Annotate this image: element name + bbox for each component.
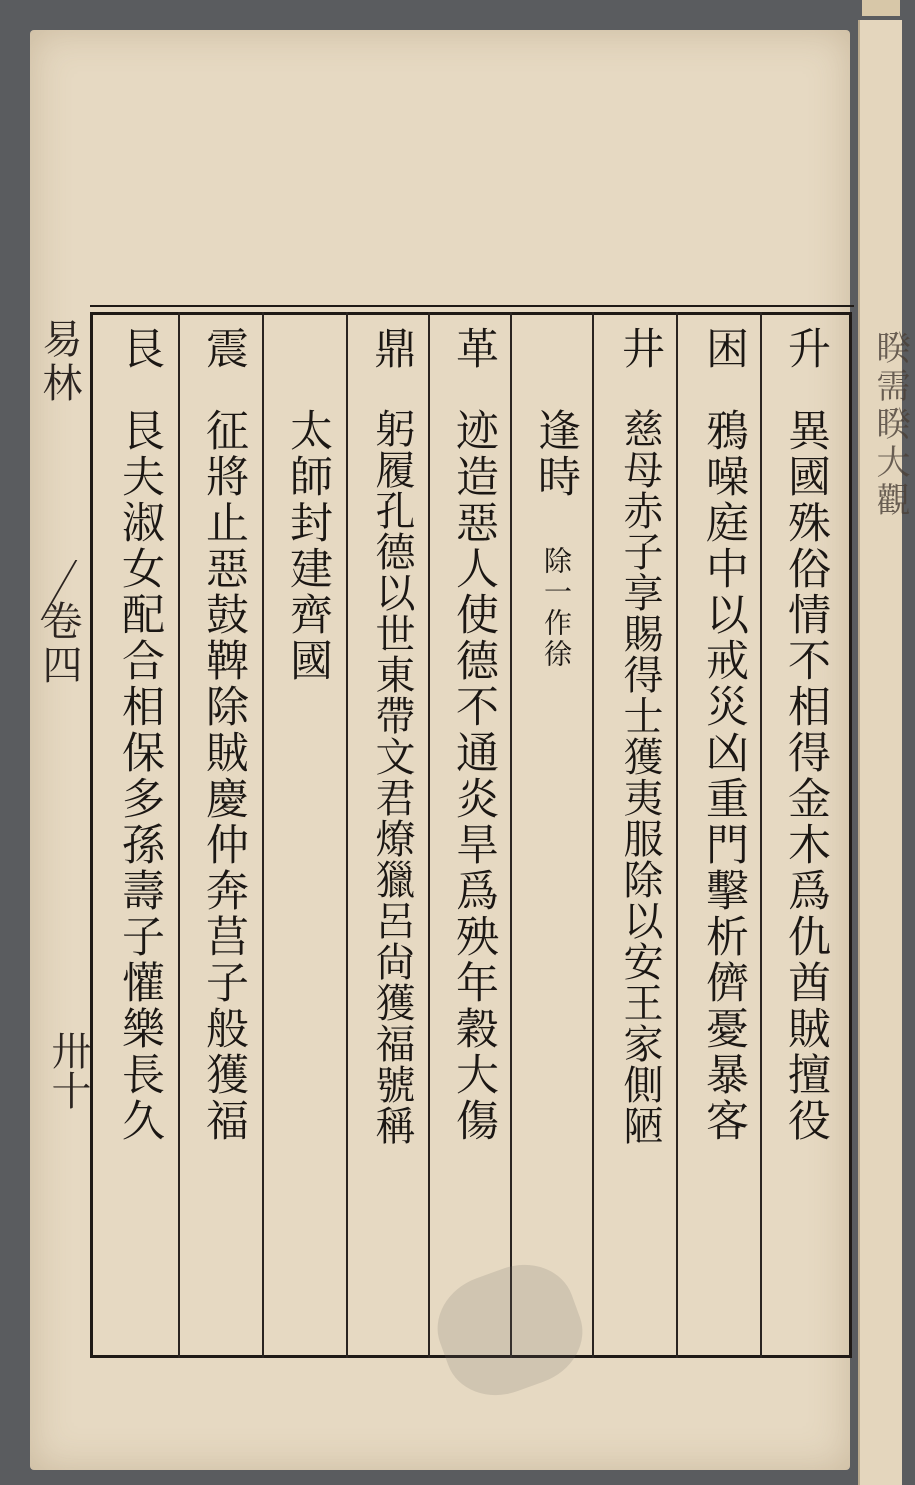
verse-text: 慈母赤子享賜得士獲夷服除以安王家側陋 bbox=[617, 408, 663, 1146]
verse-text: 艮夫淑女配合相保多孫壽子懽樂長久 bbox=[115, 408, 165, 1144]
verse-text: 鴉噪庭中以戒災凶重門擊析儕憂暴客 bbox=[699, 408, 749, 1144]
verse-text: 迹造惡人使德不通炎旱爲殃年穀大傷 bbox=[449, 408, 499, 1144]
annotation-note: 除一作徐 bbox=[540, 546, 573, 670]
text-column-4 bbox=[520, 318, 592, 1348]
verse-text: 逢時 bbox=[531, 408, 581, 500]
verse-text: 躬履孔德以世東帶文君燎獵呂尙獲福號稱 bbox=[369, 408, 415, 1146]
hexagram-heading: 艮 bbox=[115, 326, 165, 372]
column-rule bbox=[510, 312, 512, 1358]
adjacent-page-edge bbox=[858, 20, 902, 1485]
frame-top-rule bbox=[90, 305, 854, 307]
hexagram-heading: 井 bbox=[615, 326, 665, 372]
text-column-7 bbox=[272, 318, 344, 1348]
adjacent-page-text: 睽需睽大觀 bbox=[870, 330, 910, 520]
text-column-1 bbox=[770, 318, 842, 1348]
text-column-9 bbox=[104, 318, 176, 1348]
text-column-5 bbox=[438, 318, 510, 1348]
hexagram-heading: 革 bbox=[449, 326, 499, 372]
text-column-8 bbox=[188, 318, 260, 1348]
margin-volume: 卷四 bbox=[36, 600, 82, 688]
hexagram-heading: 鼎 bbox=[367, 326, 417, 372]
column-rule bbox=[428, 312, 430, 1358]
column-rule bbox=[676, 312, 678, 1358]
hexagram-heading: 升 bbox=[781, 326, 831, 372]
column-rule bbox=[262, 312, 264, 1358]
page-top-strip bbox=[862, 0, 900, 16]
verse-text: 太師封建齊國 bbox=[283, 408, 333, 684]
hexagram-heading: 震 bbox=[199, 326, 249, 372]
text-column-6 bbox=[356, 318, 428, 1348]
column-rule bbox=[346, 312, 348, 1358]
margin-folio: 卅十 bbox=[45, 1030, 91, 1110]
hexagram-heading: 困 bbox=[699, 326, 749, 372]
column-rule bbox=[760, 312, 762, 1358]
verse-text: 征將止惡鼓鞞除賊慶仲奔莒子般獲福 bbox=[199, 408, 249, 1144]
text-column-2 bbox=[688, 318, 760, 1348]
column-rule bbox=[592, 312, 594, 1358]
margin-title: 易林 bbox=[36, 318, 82, 406]
verse-text: 異國殊俗情不相得金木爲仇酋賊擅役 bbox=[781, 408, 831, 1144]
column-rule bbox=[178, 312, 180, 1358]
text-column-3 bbox=[604, 318, 676, 1348]
